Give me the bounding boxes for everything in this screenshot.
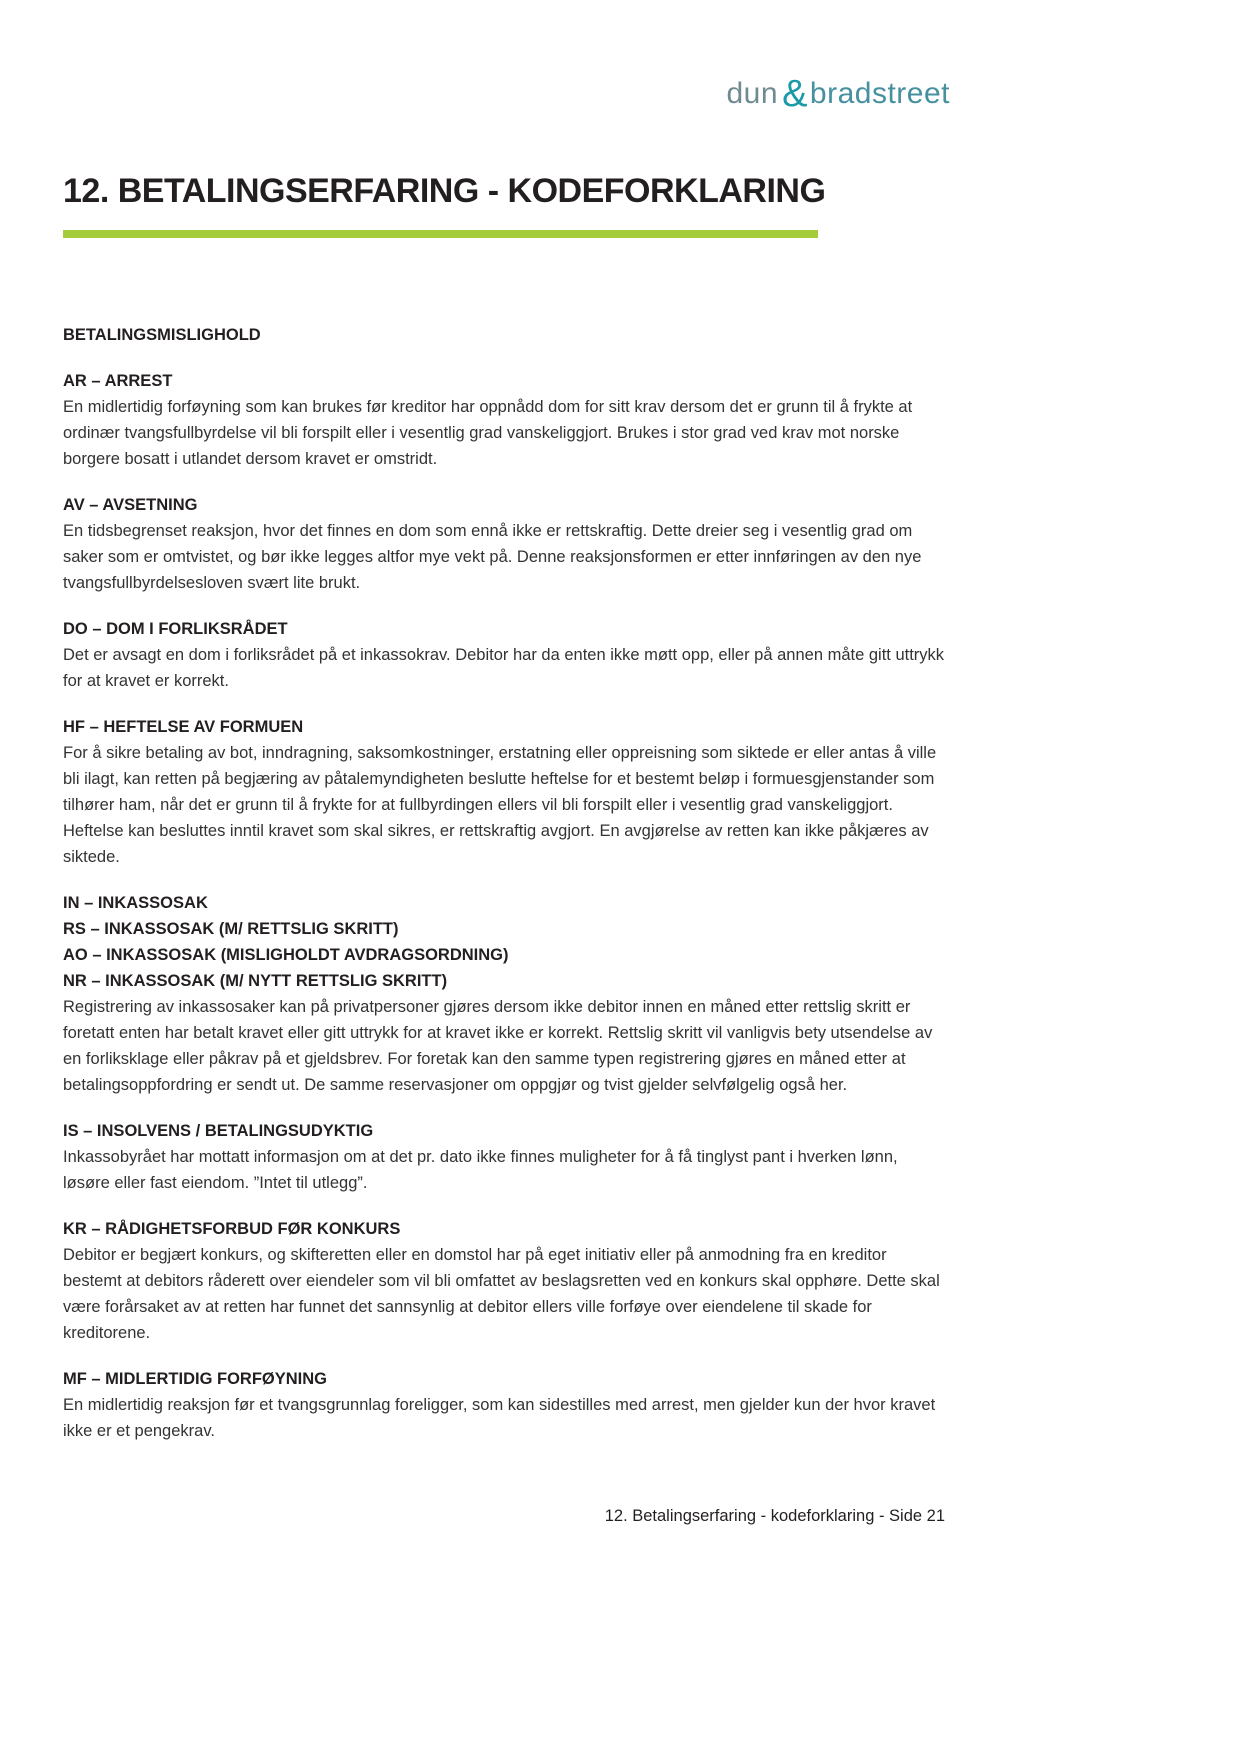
green-divider [63, 230, 818, 238]
code-description: En tidsbegrenset reaksjon, hvor det finnes en dom som ennå ikke er rettskraftig. Dette dreier seg i vesentlig grad om saker som er omtvistet, og bør ikke legges altfor mye vekt på. Denne reaksjonsformen er etter innføringen av den nye tvangsfullbyrdelsesloven svært lite brukt. [63, 522, 922, 592]
code-description: Registrering av inkassosaker kan på privatpersoner gjøres dersom ikke debitor innen en måned etter rettslig skritt er foretatt enten har betalt kravet eller gitt uttrykk for at kravet ikke er korrekt. Rettslig skritt vil vanligvis bety utsendelse av en forliksklage eller påkrav på et gjeldsbrev. For foretak kan den samme typen registrering gjøres en måned etter at betalingsoppfordring er sendt ut. De samme reservasjoner om oppgjør og tvist gjelder selvfølgelig også her. [63, 998, 933, 1094]
document-content [63, 0, 945, 1444]
page-footer: 12. Betalingserfaring - kodeforklaring - Side 21 [604, 1507, 945, 1525]
code-section-hf [63, 714, 945, 870]
ampersand-icon: & [782, 73, 808, 115]
code-heading: AV – AVSETNING [63, 496, 198, 514]
code-section-ar [63, 368, 945, 472]
code-description: Inkassobyrået har mottatt informasjon om at det pr. dato ikke finnes muligheter for å få tinglyst pant i hverken lønn, løsøre eller fast eiendom. ”Intet til utlegg”. [63, 1148, 898, 1192]
code-heading: IN – INKASSOSAK [63, 894, 208, 912]
code-description: En midlertidig reaksjon før et tvangsgrunnlag foreligger, som kan sidestilles med arrest, men gjelder kun der hvor kravet ikke er et pengekrav. [63, 1396, 936, 1440]
code-section-av [63, 492, 945, 596]
page-title: 12. BETALINGSERFARING - KODEFORKLARING [63, 172, 826, 210]
code-section-is [63, 1118, 945, 1196]
code-heading: NR – INKASSOSAK (M/ NYTT RETTSLIG SKRITT) [63, 972, 448, 990]
code-description: En midlertidig forføyning som kan brukes før kreditor har oppnådd dom for sitt krav dersom det er grunn til å frykte at ordinær tvangsfullbyrdelse vil bli forspilt eller i vesentlig grad vanskeliggjort. Brukes i stor grad ved krav mot norske borgere bosatt i utlandet dersom kravet er omstridt. [63, 398, 913, 468]
category-heading: BETALINGSMISLIGHOLD [63, 326, 261, 344]
code-heading: DO – DOM I FORLIKSRÅDET [63, 620, 288, 638]
code-heading: KR – RÅDIGHETSFORBUD FØR KONKURS [63, 1220, 401, 1238]
logo-text-bradstreet: bradstreet [809, 77, 950, 110]
code-section-do [63, 616, 945, 694]
code-description: For å sikre betaling av bot, inndragning, saksomkostninger, erstatning eller oppreisning som siktede er eller antas å ville bli ilagt, kan retten på begjæring av påtalemyndigheten beslutte heftelse for et bestemt beløp i formuesgjenstander som tilhører ham, når det er grunn til å frykte for at fullbyrdingen ellers vil bli forspilt eller i vesentlig grad vanskeliggjort. Heftelse kan besluttes inntil kravet som skal sikres, er rettskraftig avgjort. En avgjørelse av retten kan ikke påkjæres av siktede. [63, 744, 937, 866]
code-heading: IS – INSOLVENS / BETALINGSUDYKTIG [63, 1122, 374, 1140]
code-section-inkasso [63, 890, 945, 1098]
code-heading: MF – MIDLERTIDIG FORFØYNING [63, 1370, 327, 1388]
code-section-kr [63, 1216, 945, 1346]
logo-text-dun: dun [726, 77, 779, 110]
code-heading: AR – ARREST [63, 372, 173, 390]
code-heading: RS – INKASSOSAK (M/ RETTSLIG SKRITT) [63, 920, 399, 938]
code-description: Det er avsagt en dom i forliksrådet på et inkassokrav. Debitor har da enten ikke møtt opp, eller på annen måte gitt uttrykk for at kravet er korrekt. [63, 646, 945, 690]
code-heading: HF – HEFTELSE AV FORMUEN [63, 718, 304, 736]
code-section-mf [63, 1366, 945, 1444]
code-heading: AO – INKASSOSAK (MISLIGHOLDT AVDRAGSORDNING) [63, 946, 509, 964]
code-description: Debitor er begjært konkurs, og skifteretten eller en domstol har på eget initiativ eller på anmodning fra en kreditor bestemt at debitors råderett over eiendeler som vil bli omfattet av beslagsretten ved en konkurs skal opphøre. Dette skal være forårsaket av at retten har funnet det sannsynlig at debitor ellers ville forføye over eiendelene til skade for kreditorene. [63, 1246, 940, 1342]
